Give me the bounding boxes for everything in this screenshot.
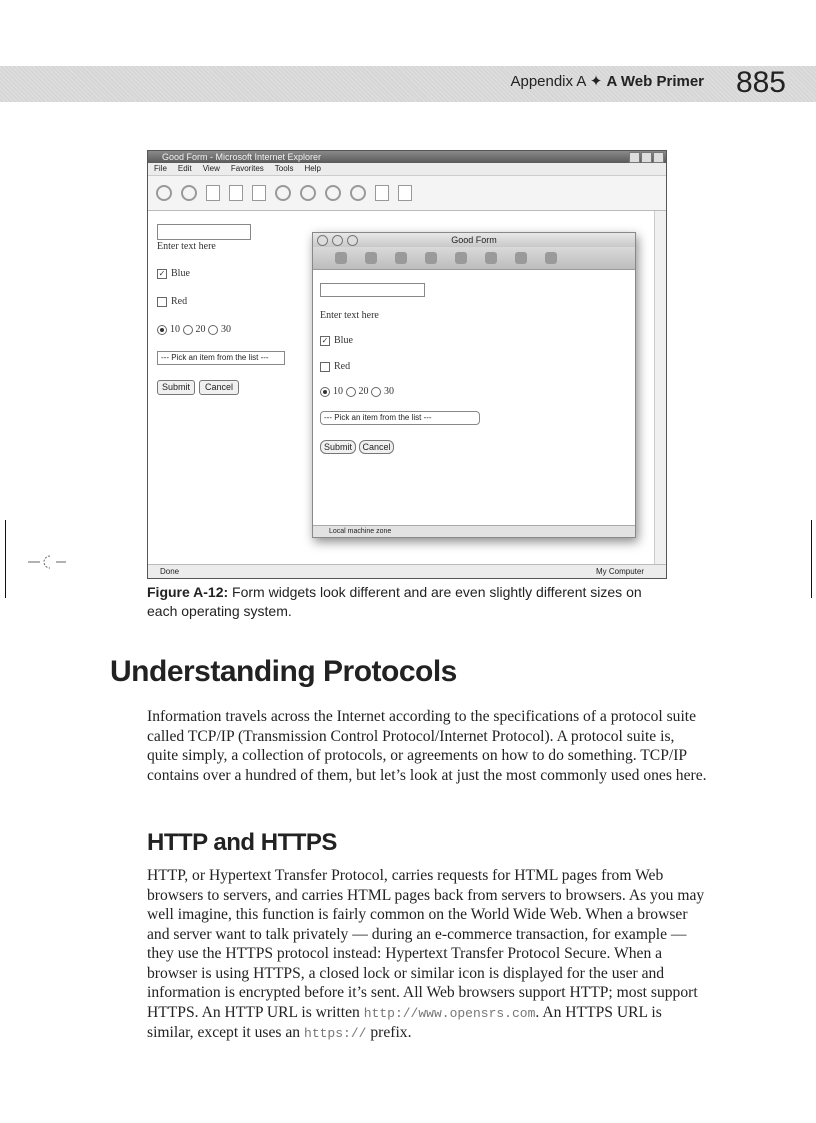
- ie-status-bar: [148, 564, 666, 578]
- zoom-icon: [347, 235, 358, 246]
- ie-status-left: Done: [160, 567, 180, 576]
- crop-mark-left: [5, 520, 6, 598]
- radio-icon: [183, 325, 193, 335]
- ie-checkbox-blue: [157, 268, 190, 279]
- minimize-icon: [629, 152, 640, 163]
- radio-icon: [208, 325, 218, 335]
- https-sentence-start: An HTTPS URL is similar, except it uses an: [147, 1003, 662, 1041]
- ie-status-right: My Computer: [595, 567, 644, 576]
- mac-browser-window: [312, 232, 636, 538]
- checkbox-empty-icon: [320, 362, 330, 372]
- stop-icon: [395, 252, 407, 264]
- ie-radio-30: 30: [221, 324, 231, 335]
- menu-favorites: Favorites: [230, 164, 264, 173]
- ie-window-buttons: [629, 152, 664, 163]
- checkbox-checked-icon: ✓: [321, 335, 329, 345]
- search-icon: [275, 185, 291, 201]
- mac-text-input: [320, 283, 425, 297]
- edit-icon: [485, 252, 497, 264]
- ie-text-input: [157, 224, 251, 240]
- mac-radio-10: 10: [333, 386, 343, 397]
- mac-checkbox-blue-label: Blue: [334, 335, 353, 346]
- close-icon: [653, 152, 664, 163]
- subsection-heading: HTTP and HTTPS: [147, 829, 337, 856]
- subsection-paragraph: [147, 866, 707, 1044]
- crop-mark-right: [811, 520, 812, 598]
- stop-icon: [206, 185, 220, 201]
- refresh-icon: [229, 185, 243, 201]
- mac-select-value: --- Pick an item from the list ---: [324, 413, 432, 422]
- ie-radio-group: [157, 324, 231, 335]
- figure-caption: [147, 583, 667, 621]
- menu-file: File: [154, 164, 167, 173]
- section-paragraph: Information travels across the Internet according to the specifications of a protocol suite called TCP/IP (Transmission Control Protocol/Internet Protocol). A protocol suite is, quite simply, a collection of protocols, or agreements on how to do something. TCP/IP contains over a hundred of them, but let’s look at just the most commonly used ones here.: [147, 708, 707, 784]
- mac-checkbox-red: [320, 361, 350, 372]
- menu-view: View: [202, 164, 220, 173]
- ie-radio-20: 20: [195, 324, 206, 335]
- mac-status-bar: [313, 525, 635, 537]
- menu-edit: Edit: [177, 164, 192, 173]
- appendix-label: Appendix A: [510, 73, 586, 90]
- separator-icon: ✦: [589, 73, 603, 90]
- ie-menu-bar: [148, 163, 666, 176]
- registration-mark-icon: [28, 552, 68, 572]
- radio-icon: [346, 387, 356, 397]
- checkbox-checked-icon: ✓: [158, 268, 166, 278]
- ie-radio-10: 10: [170, 324, 180, 335]
- mac-radio-group: [320, 386, 394, 397]
- ie-text-label: Enter text here: [157, 241, 216, 252]
- mac-radio-20: 20: [358, 386, 369, 397]
- search-icon: [455, 252, 467, 264]
- radio-selected-icon: [157, 325, 167, 335]
- ie-checkbox-red: [157, 296, 187, 307]
- print-icon: [515, 252, 527, 264]
- http-paragraph-text: HTTP, or Hypertext Transfer Protocol, carries requests for HTML pages from Web browsers to servers, and carries HTML pages back from servers to browsers. As you may well imagine, this function is fairly common on the World Wide Web. When a browser and server want to talk privately — during an e-commerce transaction, for example — they use the HTTPS protocol instead: Hypertext Transfer Protocol Secure. When a browser is using HTTPS, a closed lock or similar icon is displayed for the user and information is encrypted before it’s sent. All Web browsers support HTTP; most support HTTPS. An HTTP URL is written: [147, 867, 705, 1021]
- page-number: 885: [735, 66, 786, 99]
- mac-title-bar: [313, 233, 635, 247]
- menu-help: Help: [304, 164, 321, 173]
- history-icon: [350, 185, 366, 201]
- caption-text: Form widgets look different and are even slightly different sizes on each operating system.: [147, 584, 642, 619]
- mac-select: [320, 411, 480, 425]
- mac-radio-30: 30: [384, 386, 394, 397]
- mac-checkbox-red-label: Red: [334, 361, 351, 372]
- mac-cancel-button: Cancel: [359, 440, 394, 454]
- ie-toolbar: [148, 176, 666, 211]
- ie-scrollbar: [654, 211, 666, 564]
- caption-label: Figure A-12:: [147, 584, 229, 600]
- mac-window-buttons: [317, 235, 358, 246]
- menu-tools: Tools: [274, 164, 294, 173]
- mail-icon: [375, 185, 389, 201]
- media-icon: [325, 185, 341, 201]
- refresh-icon: [425, 252, 437, 264]
- mac-text-label: Enter text here: [320, 310, 379, 321]
- back-icon: [335, 252, 347, 264]
- section-heading: Understanding Protocols: [110, 655, 457, 688]
- radio-icon: [371, 387, 381, 397]
- ie-select-value: --- Pick an item from the list ---: [161, 353, 269, 362]
- http-url-period: .: [535, 1003, 540, 1021]
- print-icon: [398, 185, 412, 201]
- ie-checkbox-red-label: Red: [171, 296, 188, 307]
- maximize-icon: [641, 152, 652, 163]
- https-sentence-end: prefix.: [370, 1024, 412, 1041]
- mac-checkbox-blue: [320, 335, 353, 346]
- ie-title-bar: [148, 151, 666, 163]
- favorites-star-icon: [300, 185, 316, 201]
- chapter-title: A Web Primer: [606, 73, 704, 90]
- radio-selected-icon: [320, 387, 330, 397]
- back-icon: [156, 185, 172, 201]
- close-icon: [317, 235, 328, 246]
- ie-submit-button: Submit: [157, 380, 195, 395]
- mac-status-text: Local machine zone: [329, 528, 392, 535]
- ie-cancel-button: Cancel: [199, 380, 239, 395]
- forward-icon: [181, 185, 197, 201]
- minimize-icon: [332, 235, 343, 246]
- mail-icon: [545, 252, 557, 264]
- mac-window-title: Good Form: [451, 235, 497, 245]
- home-icon: [252, 185, 266, 201]
- checkbox-empty-icon: [157, 297, 167, 307]
- ie-checkbox-blue-label: Blue: [171, 268, 190, 279]
- ie-select: [157, 351, 285, 365]
- forward-icon: [365, 252, 377, 264]
- mac-toolbar: [313, 247, 635, 270]
- running-head: [510, 72, 704, 90]
- https-prefix-example: https://: [304, 1026, 367, 1041]
- ie-window-title: Good Form - Microsoft Internet Explorer: [162, 152, 322, 162]
- http-url-example: http://www.opensrs.com: [363, 1005, 536, 1021]
- mac-submit-button: Submit: [320, 440, 356, 454]
